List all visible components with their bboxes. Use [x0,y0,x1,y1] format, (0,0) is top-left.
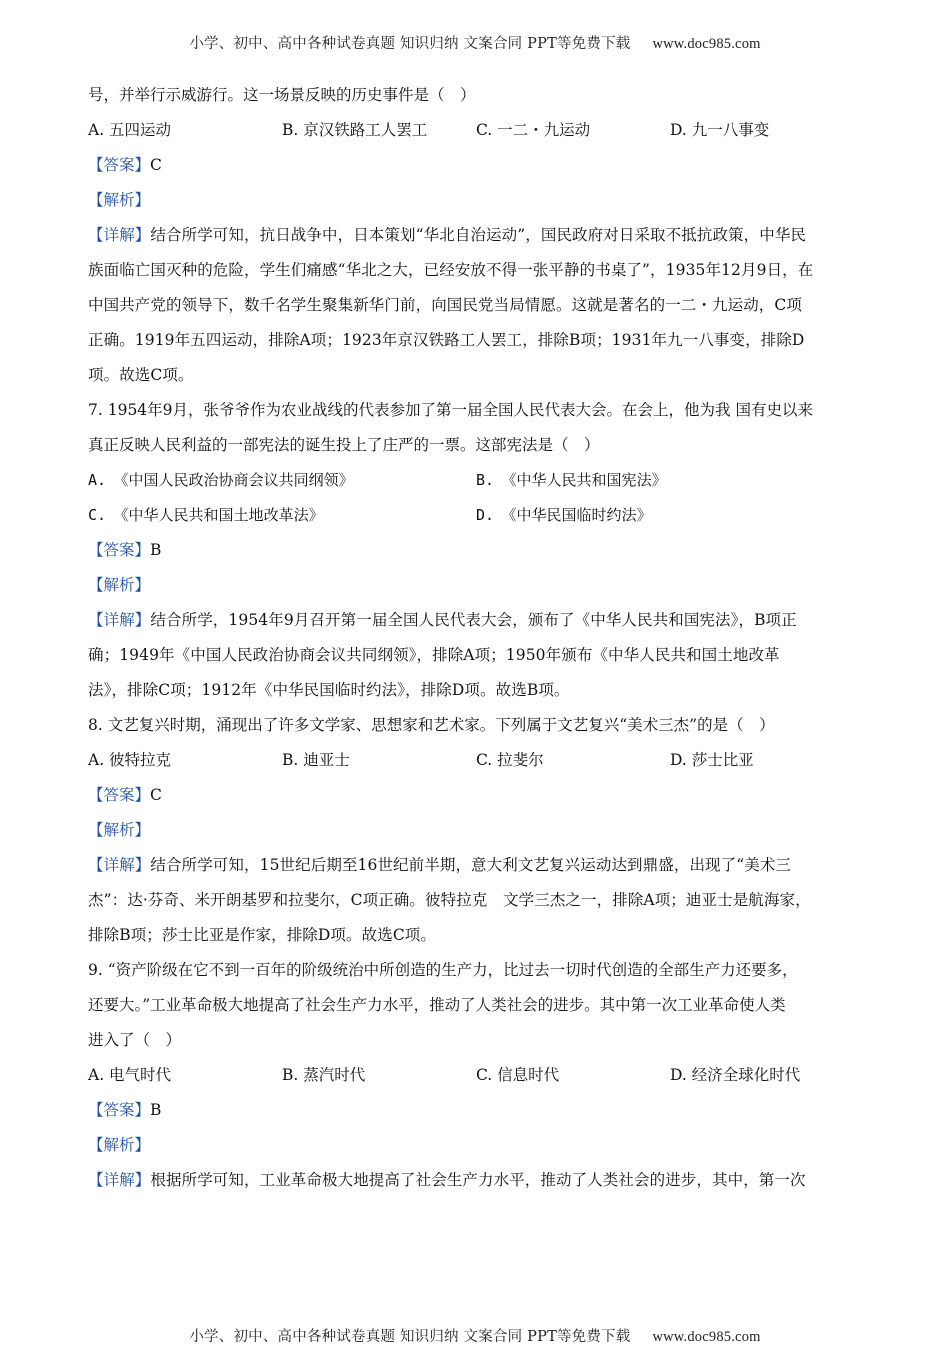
q9-stem-line: 还要大。”工业革命极大地提高了社会生产力水平，推动了人类社会的进步。其中第一次工业革命使人类 [88,996,786,1014]
q8-detail-line [88,848,868,883]
header-site-link[interactable]: www.doc985.com [652,36,761,52]
footer-site-link[interactable]: www.doc985.com [652,1329,761,1345]
q8-option-d: D. 莎士比亚 [670,751,754,769]
q6-detail-line [88,218,868,253]
q6-option-d: D. 九一八事变 [670,121,770,139]
q6-option-b: B. 京汉铁路工人罢工 [282,121,428,139]
q8-answer-value: C [150,786,162,804]
answer-tag: 【答案】 [88,1101,151,1119]
q7-stem-line: 7. 1954年9月，张爷爷作为农业战线的代表参加了第一届全国人民代表大会。在会上，他为我 国有史以来 [88,401,813,419]
answer-tag: 【答案】 [88,156,151,174]
q9-stem-line: 进入了（ ） [88,1031,182,1049]
q9-detail-line [88,1163,868,1198]
q7-answer-value: B [150,541,162,559]
analysis-tag: 【解析】 [88,821,151,839]
detail-tag: 【详解】 [88,1171,151,1189]
q7-detail-line [88,603,868,638]
q7-option-b: B. 《中华人民共和国宪法》 [476,471,667,489]
q9-option-a: A. 电气时代 [88,1066,172,1084]
detail-text: 根据所学可知，工业革命极大地提高了社会生产力水平，推动了人类社会的进步，其中，第一次 [150,1171,806,1189]
q8-analysis [88,813,868,848]
document-body [88,78,868,1198]
detail-tag: 【详解】 [88,856,151,874]
q7-detail-line: 法》，排除C项；1912年《中华民国临时约法》，排除D项。故选B项。 [88,681,570,699]
q9-answer [88,1093,868,1128]
answer-tag: 【答案】 [88,541,151,559]
q7-detail [88,603,868,708]
page-header [0,32,950,53]
q8-option-a: A. 彼特拉克 [88,751,172,769]
analysis-tag: 【解析】 [88,576,151,594]
q9-analysis [88,1128,868,1163]
analysis-tag: 【解析】 [88,191,151,209]
q8-option-b: B. 迪亚士 [282,751,350,769]
q8-option-c: C. 拉斐尔 [476,751,544,769]
q8-detail-line: 排除B项；莎士比亚是作家，排除D项。故选C项。 [88,926,436,944]
q6-detail [88,218,868,393]
q7-detail-line: 确；1949年《中国人民政治协商会议共同纲领》，排除A项；1950年颁布《中华人民共和国土地改革 [88,646,780,664]
q7-options-row [88,463,868,498]
q6-options [88,113,868,148]
q9-option-d: D. 经济全球化时代 [670,1066,801,1084]
q8-options [88,743,868,778]
q6-detail-line: 项。故选C项。 [88,366,194,384]
detail-tag: 【详解】 [88,611,151,629]
footer-text: 小学、初中、高中各种试卷真题 知识归纳 文案合同 PPT等免费下载 [189,1329,631,1345]
q7-options-row [88,498,868,533]
q7-option-d: D. 《中华民国临时约法》 [476,506,652,524]
q6-detail-line: 正确。1919年五四运动，排除A项；1923年京汉铁路工人罢工，排除B项；1931年九一八事变，排除D [88,331,805,349]
q6-detail-line: 中国共产党的领导下，数千名学生聚集新华门前，向国民党当局情愿。这就是著名的一二・九运动，C项 [88,296,802,314]
q6-detail-line: 族面临亡国灭种的危险，学生们痛感“华北之大，已经安放不得一张平静的书桌了”，1935年12月9日，在 [88,261,814,279]
header-text: 小学、初中、高中各种试卷真题 知识归纳 文案合同 PPT等免费下载 [189,36,631,52]
detail-tag: 【详解】 [88,226,151,244]
q7-option-a: A. 《中国人民政治协商会议共同纲领》 [88,471,354,489]
q9-option-c: C. 信息时代 [476,1066,560,1084]
q9-options [88,1058,868,1093]
q6-answer-value: C [150,156,162,174]
q9-answer-value: B [150,1101,162,1119]
detail-text: 结合所学可知，抗日战争中，日本策划“华北自治运动”，国民政府对日采取不抵抗政策，中华民 [150,226,807,244]
q8-answer [88,778,868,813]
q6-option-c: C. 一二・九运动 [476,121,591,139]
q7-stem-line: 真正反映人民利益的一部宪法的诞生投上了庄严的一票。这部宪法是（ ） [88,436,600,454]
q7-answer [88,533,868,568]
q9-stem-line: 9. “资产阶级在它不到一百年的阶级统治中所创造的生产力，比过去一切时代创造的全部生产力还要多， [88,961,798,979]
q6-analysis [88,183,868,218]
q7-analysis [88,568,868,603]
q6-answer [88,148,868,183]
q8-stem: 8. 文艺复兴时期，涌现出了许多文学家、思想家和艺术家。下列属于文艺复兴“美术三杰”的是（ ） [88,716,775,734]
q6-stem: 号，并举行示威游行。这一场景反映的历史事件是（ ） [88,86,476,104]
answer-tag: 【答案】 [88,786,151,804]
q7-option-c: C. 《中华人民共和国土地改革法》 [88,506,324,524]
q9-detail [88,1163,868,1198]
analysis-tag: 【解析】 [88,1136,151,1154]
q8-detail-line: 杰”：达·芬奇、米开朗基罗和拉斐尔，C项正确。彼特拉克 文学三杰之一，排除A项；迪亚士是航海家， [88,891,811,909]
page-footer [0,1325,950,1346]
q9-option-b: B. 蒸汽时代 [282,1066,366,1084]
q8-detail [88,848,868,953]
q6-option-a: A. 五四运动 [88,121,172,139]
detail-text: 结合所学，1954年9月召开第一届全国人民代表大会，颁布了《中华人民共和国宪法》，B项正 [150,611,797,629]
detail-text: 结合所学可知，15世纪后期至16世纪前半期，意大利文艺复兴运动达到鼎盛，出现了“美术三 [150,856,792,874]
